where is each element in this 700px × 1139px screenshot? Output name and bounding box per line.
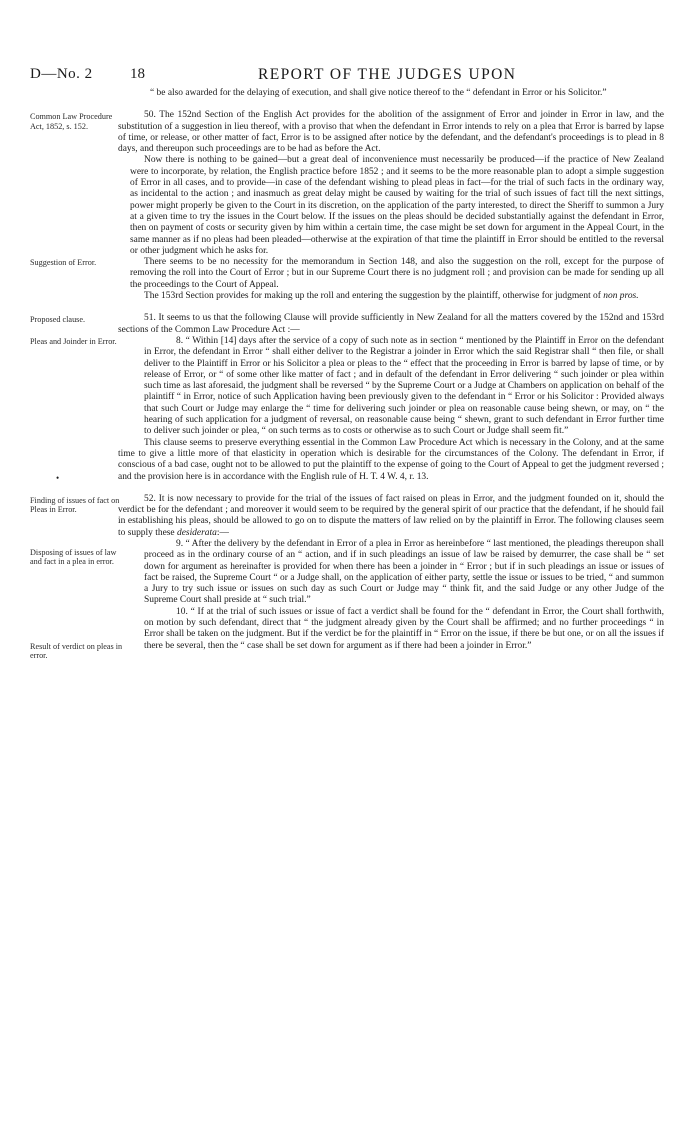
clause-8: 8. “ Within [14] days after the service of a copy of such note as in section “ mentioned by the Plaintiff in Error on the defendant in Error, the defendant in Error “ shall either deliver to the Registrar a joinder in Error which the said Registrar shall “ then file, or shall deliver to the Plaintiff in Error or his Solicitor a plea or pleas to the “ effect that the proceeding in Error is barred by lapse of time, or by release of Error, or “ of some other like matter of fact ; and in default of the defendant in Error delivering “ such joinder or plea within such time as last aforesaid, the judgment shall be reversed “ by the Supreme Court or a Judge at Chambers on application on behalf of the plaintiff “ in Error, notice of such Application having been previously given to the defendant in “ Error or his Solicitor : Provided always that such Court or Judge may enlarge the “ time for delivering such joinder or plea on reasonable cause being shewn, or may, on “ the hearing of such application for a judgment of reversal, on reasonable cause being “ shewn, grant to such defendant in Error further time to deliver such joinder or plea, “ on such terms as to costs or otherwise as to such Court or Judge shall seem fit.” <box>144 335 664 437</box>
section-50 <box>30 110 664 302</box>
section-52 <box>30 493 664 661</box>
margin-note: Suggestion of Error. <box>30 258 97 268</box>
page-title: REPORT OF THE JUDGES UPON <box>258 66 517 83</box>
section-49-tail <box>30 88 664 99</box>
paragraph: 51. It seems to us that the following Clause will provide sufficiently in New Zealand for all the matters covered by the 152nd and 153rd sections of the Common Law Procedure Act :— <box>118 313 664 335</box>
margin-note: Pleas and Joinder in Error. <box>30 337 117 347</box>
paragraph-text: :— <box>216 527 229 538</box>
bullet-mark: • <box>56 473 60 484</box>
paragraph-text: The 153rd Section provides for making up the roll and entering the suggestion by the plaintiff, otherwise for judgment of <box>144 291 604 302</box>
document-reference: D—No. 2 <box>30 66 93 82</box>
italic-term: desiderata <box>176 527 217 538</box>
paragraph: 50. The 152nd Section of the English Act provides for the abolition of the assignment of Error and joinder in Error in law, and the substitution of a suggestion in lieu thereof, with a proviso that when the defendant in Error intends to rely on a plea that Error is barred by lapse of time, or release, or other matter of fact, Error is to be assigned after notice by the defendant, and the defendant's proceedings is to plead in 8 days, and thereupon such proceedings are to be had as before the Act. <box>118 110 664 155</box>
paragraph: Now there is nothing to be gained—but a great deal of inconvenience must necessarily be produced—if the practice of New Zealand were to incorporate, by relation, the English practice before 1852 ; and it seems to be the more reasonable plan to adopt a simple suggestion of Error in all cases, and to provide—in case of the defendant wishing to plead pleas in fact—for the trial of such facts in the ordinary way, as incidental to the action ; and inasmuch as great delay might be caused by waiting for the trial of such issues of fact till the next sittings, power might properly be given to the Court in its discretion, on the application of the party interested, to direct the Sheriff to summon a Jury at a given time to try the issues in the Court below. If the issues on the pleas should be decided substantially against the defendant in Error, then on payment of costs or security given by him within a certain time, the case might be set down for argument in the Appeal Court, in the same manner as if no pleas had been pleaded—otherwise at the expiration of that time the plaintiff in Error should be entitled to the reversal or other judgment which he asks for. <box>130 155 664 256</box>
margin-note: Proposed clause. <box>30 315 86 325</box>
paragraph <box>118 494 664 539</box>
paragraph-text: 52. It is now necessary to provide for the trial of the issues of fact raised on pleas in Error, and the judgment founded on it, should the verdict be for the defendant ; and moreover it would seem to be required by the general spirit of our practice that the defendant, if he should fail in establishing his pleas, should be allowed to go on to dispute the matters of law relied on by the plaintiff in Error. The following clauses seem to supply these <box>118 493 664 538</box>
paragraph: This clause seems to preserve everything essential in the Common Law Procedure Act which is necessary in the Colony, and at the same time to give a little more of that elasticity in operation which is desirable for the circumstances of the Colony. The defendant in Error, if conscious of a bad case, ought not to be allowed to put the plaintiff to the expense of going to the Court of Appeal to get the judgment reversed ; and the provision here is in accordance with the English rule of H. T. 4 W. 4, r. 13. <box>118 437 664 482</box>
paragraph: There seems to be no necessity for the memorandum in Section 148, and also the suggestion on the roll, except for the purpose of removing the roll into the Court of Error ; but in our Supreme Court there is no judgment roll ; and provision can be made for sending up all the proceedings to the Court of Appeal. <box>130 257 664 290</box>
margin-note: Disposing of issues of law and fact in a plea in error. <box>30 547 117 567</box>
margin-note: Finding of issues of fact on Pleas in Error. <box>30 495 120 515</box>
page-number: 18 <box>130 66 145 82</box>
paragraph <box>130 291 664 302</box>
paragraph-quote-tail: “ be also awarded for the delaying of execution, and shall give notice thereof to the “ defendant in Error or his Solicitor.” <box>150 88 607 98</box>
running-header <box>30 66 664 88</box>
section-51 <box>30 313 664 482</box>
margin-note: Common Law Procedure Act, 1852, s. 152. <box>30 112 113 131</box>
clause-9: 9. “ After the delivery by the defendant in Error of a plea in Error as hereinbefore “ last mentioned, the pleadings thereupon shall proceed as in the ordinary course of an “ action, and if in such pleadings an issue of law be raised by demurrer, the case shall be “ set down for argument as hereinafter is provided for when there has been a joinder in “ Error ; but if in such pleadings an issue or issues of fact be raised, the Supreme Court “ or a Judge shall, on the application of either party, settle the issue or issues to be tried, “ and summon a Jury to try such issue or issues on such day as such Court or Judge may “ think fit, and the said Judge or any other Judge of the Supreme Court shall preside at “ such trial.” <box>144 538 664 606</box>
clause-10: 10. “ If at the trial of such issues or issue of fact a verdict shall be found for the “ defendant in Error, the Court shall forthwith, on motion by such defendant, direct that “ the judgment already given by the Court shall be affirmed; and no further proceedings “ in Error shall be taken on the judgment. But if the verdict be for the plaintiff in “ Error on the issue, if there be but one, or on all the issues if there be several, then the “ case shall be set down for argument as if there had been a joinder in Error.” <box>144 606 664 651</box>
margin-note: Result of verdict on pleas in error. <box>30 641 123 661</box>
italic-term: non pros. <box>603 291 639 302</box>
